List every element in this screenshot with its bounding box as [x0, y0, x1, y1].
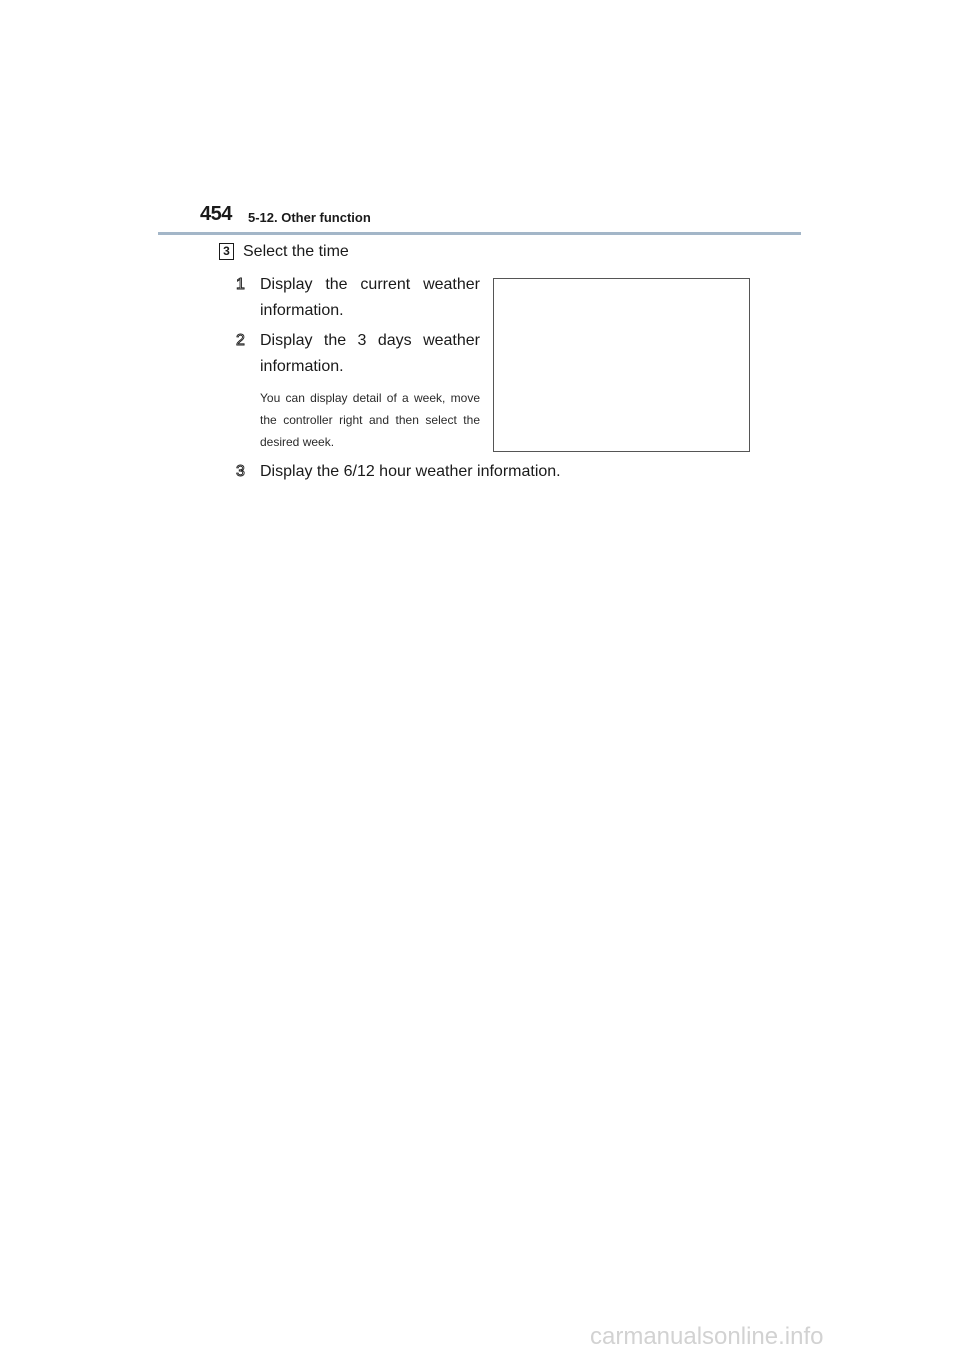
- item-number-3: 3: [236, 463, 245, 480]
- step-number-badge: 3: [219, 243, 234, 260]
- step-heading: Select the time: [243, 243, 349, 260]
- section-title: 5-12. Other function: [248, 210, 371, 225]
- item-text-3: Display the 6/12 hour weather information.: [260, 463, 561, 480]
- item-number-1: 1: [236, 276, 245, 293]
- screen-illustration-frame: [493, 278, 750, 452]
- item-number-2: 2: [236, 332, 245, 349]
- item-text-2: Display the 3 days weather information.: [260, 332, 480, 375]
- page-number: 454: [200, 203, 232, 225]
- watermark: carmanualsonline.info: [590, 1323, 824, 1350]
- header-divider: [158, 232, 801, 235]
- page-header: [0, 0, 960, 240]
- item-text-1: Display the current weather information.: [260, 276, 480, 319]
- note-text: You can display detail of a week, move the controller right and then select the desired week.: [260, 391, 480, 449]
